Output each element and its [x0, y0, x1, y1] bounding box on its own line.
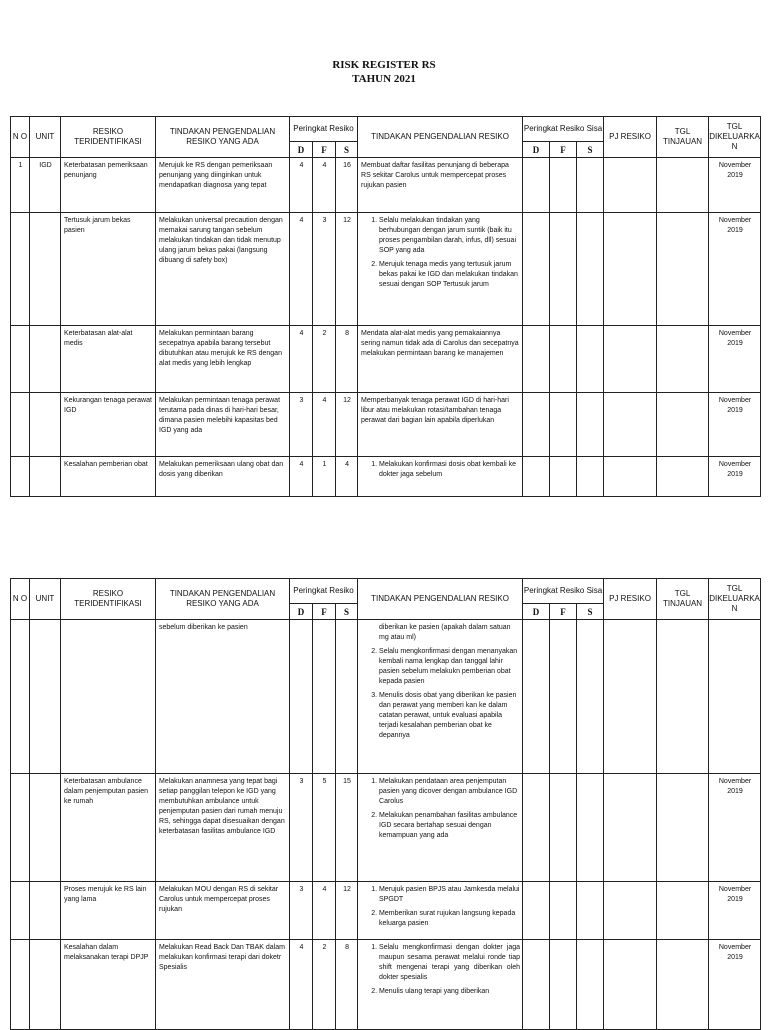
row-unit [30, 393, 61, 457]
row-unit [30, 882, 61, 940]
row-sisa-s [577, 882, 604, 940]
row-tgl-dikeluarkan: November 2019 [709, 882, 761, 940]
header-tindakan-ada: TINDAKAN PENGENDALIAN RESIKO YANG ADA [156, 579, 290, 620]
header-resiko: RESIKO TERIDENTIFIKASI [61, 117, 156, 158]
step-item: 3. Menulis dosis obat yang diberikan ke pasien dan perawat yang memberi kan ke dalam catatan perawat, untuk evaluasi apabila terjadi kesalahan pemberian obat ke depannya [379, 691, 520, 741]
row-pj [604, 393, 657, 457]
row-sisa-f [550, 940, 577, 1030]
table-row [11, 393, 761, 457]
row-tgl-dikeluarkan: November 2019 [709, 940, 761, 1030]
header-f: F [313, 604, 336, 620]
header-unit: UNIT [30, 579, 61, 620]
row-tindakan-ada: Merujuk ke RS dengan pemeriksaan penunjang yang diinginkan untuk mendapatkan diagnosa yang tepat [156, 158, 290, 213]
row-no [11, 213, 30, 326]
header-sisa-f: F [550, 142, 577, 158]
header-peringkat-sisa: Peringkat Resiko Sisa [523, 579, 604, 604]
continued-text: diberikan ke pasien (apakah dalam satuan mg atau ml) [379, 624, 511, 641]
row-sisa-s [577, 393, 604, 457]
header-d: D [290, 142, 313, 158]
row-d: 4 [290, 326, 313, 393]
row-tindakan-ada: Melakukan Read Back Dan TBAK dalam melakukan konfirmasi terapi dari doketr Spesialis [156, 940, 290, 1030]
step-item: 1. Selalu mengkonfirmasi dengan dokter jaga maupun sesama perawat melalui ronde tiap shift mengenai terapi yang diberikan oleh dokter spesialis [379, 943, 520, 983]
header-tindakan-ada: TINDAKAN PENGENDALIAN RESIKO YANG ADA [156, 117, 290, 158]
row-tindakan-ada: Melakukan anamnesa yang tepat bagi setiap panggilan telepon ke IGD yang membutuhkan ambulance untuk penjemputan pasien dari rumah menuju RS, sehingga dapat disesuaikan dengan keterbatasan fasilitas ambulance IGD [156, 774, 290, 882]
table-row [11, 940, 761, 1030]
header-tindakan: TINDAKAN PENGENDALIAN RESIKO [358, 117, 523, 158]
row-unit [30, 326, 61, 393]
row-f: 3 [313, 213, 336, 326]
header-no: N O [11, 579, 30, 620]
document-title: RISK REGISTER RS [332, 59, 436, 71]
row-sisa-d [523, 774, 550, 882]
header-tgl-tinjauan: TGL TINJAUAN [657, 117, 709, 158]
row-tgl-dikeluarkan [709, 620, 761, 774]
row-sisa-s [577, 457, 604, 497]
step-item: 2. Menulis ulang terapi yang diberikan [379, 987, 520, 997]
header-tgl-tinjauan: TGL TINJAUAN [657, 579, 709, 620]
row-tindakan [358, 457, 523, 497]
row-unit [30, 940, 61, 1030]
row-f: 4 [313, 158, 336, 213]
row-tgl-tinjauan [657, 213, 709, 326]
row-no [11, 940, 30, 1030]
row-unit [30, 620, 61, 774]
header-pj: PJ RESIKO [604, 579, 657, 620]
header-sisa-d: D [523, 142, 550, 158]
row-resiko: Tertusuk jarum bekas pasien [61, 213, 156, 326]
row-tgl-dikeluarkan: November 2019 [709, 774, 761, 882]
row-sisa-s [577, 326, 604, 393]
row-sisa-f [550, 393, 577, 457]
header-tgl-dikeluarkan: TGL DIKELUARKA N [709, 117, 761, 158]
row-no [11, 457, 30, 497]
row-unit [30, 774, 61, 882]
row-sisa-d [523, 940, 550, 1030]
row-sisa-f [550, 620, 577, 774]
header-s: S [336, 604, 358, 620]
row-pj [604, 326, 657, 393]
row-tindakan-ada: sebelum diberikan ke pasien [156, 620, 290, 774]
row-sisa-d [523, 457, 550, 497]
row-sisa-s [577, 213, 604, 326]
header-peringkat: Peringkat Resiko [290, 117, 358, 142]
row-f: 2 [313, 940, 336, 1030]
row-f: 1 [313, 457, 336, 497]
row-d: 4 [290, 213, 313, 326]
table-row [11, 457, 761, 497]
table-row [11, 158, 761, 213]
row-sisa-s [577, 774, 604, 882]
row-unit [30, 457, 61, 497]
row-sisa-s [577, 620, 604, 774]
row-s: 12 [336, 393, 358, 457]
row-no [11, 326, 30, 393]
row-pj [604, 213, 657, 326]
row-sisa-s [577, 158, 604, 213]
row-tgl-dikeluarkan: November 2019 [709, 326, 761, 393]
row-f: 4 [313, 393, 336, 457]
header-s: S [336, 142, 358, 158]
row-resiko: Keterbatasan pemeriksaan penunjang [61, 158, 156, 213]
step-item: 2. Selalu mengkonfirmasi dengan menanyakan kembali nama lengkap dan tanggal lahir pasien sebelum melakukn pemberian obat kepada pasien [379, 647, 520, 687]
row-tgl-tinjauan [657, 620, 709, 774]
row-tindakan [358, 940, 523, 1030]
step-item: 1. Melakukan pendataan area penjemputan pasien yang dicover dengan ambulance IGD Carolus [379, 777, 520, 807]
row-pj [604, 620, 657, 774]
row-tgl-dikeluarkan: November 2019 [709, 457, 761, 497]
row-resiko: Kesalahan dalam melaksanakan terapi DPJP [61, 940, 156, 1030]
row-sisa-d [523, 393, 550, 457]
step-item: 1. Melakukan konfirmasi dosis obat kembali ke dokter jaga sebelum [379, 460, 520, 480]
row-resiko: Kekurangan tenaga perawat IGD [61, 393, 156, 457]
row-pj [604, 940, 657, 1030]
row-tindakan-ada: Melakukan MOU dengan RS di sekitar Carolus untuk mempercepat proses rujukan [156, 882, 290, 940]
header-sisa-s: S [577, 604, 604, 620]
row-d: 3 [290, 393, 313, 457]
row-sisa-f [550, 774, 577, 882]
row-no: 1 [11, 158, 30, 213]
header-sisa-s: S [577, 142, 604, 158]
row-resiko: Keterbatasan alat-alat medis [61, 326, 156, 393]
row-tgl-tinjauan [657, 457, 709, 497]
risk-register-table-1 [10, 116, 761, 497]
step-item: 2. Memberikan surat rujukan langsung kepada keluarga pasien [379, 909, 520, 929]
row-s: 4 [336, 457, 358, 497]
header-no: N O [11, 117, 30, 158]
row-resiko: Kesalahan pemberian obat [61, 457, 156, 497]
header-d: D [290, 604, 313, 620]
row-d: 4 [290, 158, 313, 213]
row-unit [30, 213, 61, 326]
row-d: 4 [290, 457, 313, 497]
row-s: 8 [336, 940, 358, 1030]
row-f [313, 620, 336, 774]
row-sisa-s [577, 940, 604, 1030]
row-no [11, 882, 30, 940]
step-item: 1. Selalu melakukan tindakan yang berhubungan dengan jarum suntik (baik itu proses pengambilan darah, infus, dll) sesuai SOP yang ada [379, 216, 520, 256]
row-tgl-dikeluarkan: November 2019 [709, 213, 761, 326]
row-sisa-f [550, 882, 577, 940]
row-f: 5 [313, 774, 336, 882]
row-f: 2 [313, 326, 336, 393]
table-row [11, 882, 761, 940]
row-tgl-tinjauan [657, 940, 709, 1030]
row-sisa-f [550, 326, 577, 393]
risk-register-table-2 [10, 578, 761, 1030]
table-row [11, 213, 761, 326]
header-f: F [313, 142, 336, 158]
table-row [11, 620, 761, 774]
row-s: 12 [336, 213, 358, 326]
row-resiko: Keterbatasan ambulance dalam penjemputan pasien ke rumah [61, 774, 156, 882]
header-pj: PJ RESIKO [604, 117, 657, 158]
row-tindakan-ada: Melakukan permintaan tenaga perawat terutama pada dinas di hari-hari besar, dimana pasien melebihi kapasitas bed IGD yang ada [156, 393, 290, 457]
table-row [11, 774, 761, 882]
header-tindakan: TINDAKAN PENGENDALIAN RESIKO [358, 579, 523, 620]
row-tgl-tinjauan [657, 774, 709, 882]
row-sisa-d [523, 326, 550, 393]
row-no [11, 774, 30, 882]
step-item: 2. Melakukan penambahan fasilitas ambulance IGD secara bertahap sesuai dengan kemampuan yang ada [379, 811, 520, 841]
row-tgl-dikeluarkan: November 2019 [709, 158, 761, 213]
header-sisa-f: F [550, 604, 577, 620]
row-tindakan-ada: Melakukan permintaan barang secepatnya apabila barang tersebut dibutuhkan atau merujuk ke RS dengan alat medis yang lebih lengkap [156, 326, 290, 393]
row-tgl-tinjauan [657, 393, 709, 457]
row-tgl-dikeluarkan: November 2019 [709, 393, 761, 457]
header-tgl-dikeluarkan: TGL DIKELUARKA N [709, 579, 761, 620]
row-sisa-d [523, 882, 550, 940]
row-tindakan: Memperbanyak tenaga perawat IGD di hari-hari libur atau melakukan rotasi/tambahan tenaga perawat dari bagian lain apabila diperlukan [358, 393, 523, 457]
header-peringkat: Peringkat Resiko [290, 579, 358, 604]
row-tindakan [358, 620, 523, 774]
row-tindakan: Membuat daftar fasilitas penunjang di beberapa RS sekitar Carolus untuk mempercepat proses rujukan pasien [358, 158, 523, 213]
header-resiko: RESIKO TERIDENTIFIKASI [61, 579, 156, 620]
row-tgl-tinjauan [657, 158, 709, 213]
table-row [11, 326, 761, 393]
row-pj [604, 774, 657, 882]
row-tgl-tinjauan [657, 326, 709, 393]
row-tindakan-ada: Melakukan universal precaution dengan memakai sarung tangan sebelum melakukan tindakan dan tidak menutup ulang jarum bekas pakai (langsung dibuang di safety box) [156, 213, 290, 326]
row-d: 3 [290, 774, 313, 882]
row-no [11, 620, 30, 774]
row-pj [604, 158, 657, 213]
header-sisa-d: D [523, 604, 550, 620]
row-sisa-f [550, 158, 577, 213]
row-sisa-f [550, 213, 577, 326]
header-unit: UNIT [30, 117, 61, 158]
row-d [290, 620, 313, 774]
header-peringkat-sisa: Peringkat Resiko Sisa [523, 117, 604, 142]
row-s: 8 [336, 326, 358, 393]
row-sisa-d [523, 620, 550, 774]
row-sisa-d [523, 158, 550, 213]
row-tindakan [358, 213, 523, 326]
row-sisa-f [550, 457, 577, 497]
step-item: 1. Merujuk pasien BPJS atau Jamkesda melalui SPGDT [379, 885, 520, 905]
step-item: 2. Merujuk tenaga medis yang tertusuk jarum bekas pakai ke IGD dan melakukan tindakan sesuai dengan SOP Tertusuk jarum [379, 260, 520, 290]
row-resiko: Proses merujuk ke RS lain yang lama [61, 882, 156, 940]
row-d: 3 [290, 882, 313, 940]
row-tindakan [358, 774, 523, 882]
row-no [11, 393, 30, 457]
row-pj [604, 882, 657, 940]
row-tindakan [358, 882, 523, 940]
row-f: 4 [313, 882, 336, 940]
row-s [336, 620, 358, 774]
row-pj [604, 457, 657, 497]
row-s: 15 [336, 774, 358, 882]
row-sisa-d [523, 213, 550, 326]
row-resiko [61, 620, 156, 774]
row-tgl-tinjauan [657, 882, 709, 940]
row-tindakan: Mendata alat-alat medis yang pemakaiannya sering namun tidak ada di Carolus dan secepatnya melakukan permintaan barang ke manajemen [358, 326, 523, 393]
row-s: 16 [336, 158, 358, 213]
row-tindakan-ada: Melakukan pemeriksaan ulang obat dan dosis yang diberikan [156, 457, 290, 497]
row-s: 12 [336, 882, 358, 940]
row-d: 4 [290, 940, 313, 1030]
row-unit: IGD [30, 158, 61, 213]
document-year: TAHUN 2021 [352, 73, 416, 85]
